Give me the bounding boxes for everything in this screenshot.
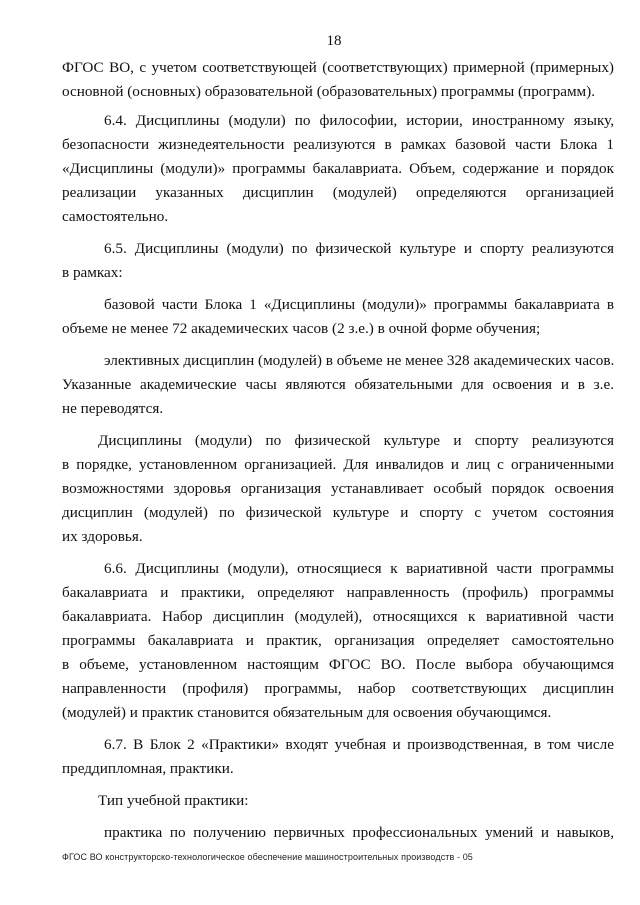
text-line: бакалавриата. Набор дисциплин (модулей), относящихся к вариативной части bbox=[62, 608, 614, 625]
paragraph-base-part bbox=[62, 293, 614, 341]
text-line: в порядке, установленном организацией. Для инвалидов и лиц с ограниченными bbox=[62, 456, 614, 473]
paragraph-intro bbox=[62, 56, 614, 104]
paragraph-disabled bbox=[62, 429, 614, 549]
text-line: в рамках: bbox=[62, 264, 123, 281]
text-line: Дисциплины (модули) по физической культуре и спорту реализуются bbox=[98, 432, 614, 449]
text-line: практика по получению первичных профессиональных умений и навыков, bbox=[104, 824, 614, 841]
text-line: преддипломная, практики. bbox=[62, 760, 234, 777]
text-line: «Дисциплины (модули)» программы бакалавриата. Объем, содержание и порядок bbox=[62, 160, 614, 177]
paragraph-6-6 bbox=[62, 557, 614, 725]
text-line: их здоровья. bbox=[62, 528, 143, 545]
text-line: направленности (профиля) программы, набор соответствующих дисциплин bbox=[62, 680, 614, 697]
text-line: (модулей) и практик становится обязательным для освоения обучающимся. bbox=[62, 704, 552, 721]
page-footer: ФГОС ВО конструкторско-технологическое обеспечение машиностроительных производств - 05 bbox=[62, 852, 473, 862]
document-body bbox=[62, 56, 614, 845]
paragraph-6-4 bbox=[62, 109, 614, 229]
text-line: безопасности жизнедеятельности реализуются в рамках базовой части Блока 1 bbox=[62, 136, 614, 153]
text-line: Указанные академические часы являются обязательными для освоения и в з.е. bbox=[62, 376, 614, 393]
text-line: возможностями здоровья организация устанавливает особый порядок освоения bbox=[62, 480, 614, 497]
text-line: программы бакалавриата и практик, организация определяет самостоятельно bbox=[62, 632, 614, 649]
text-line: базовой части Блока 1 «Дисциплины (модули)» программы бакалавриата в bbox=[104, 296, 614, 313]
text-line: бакалавриата и практики, определяют направленность (профиль) программы bbox=[62, 584, 614, 601]
paragraph-practice-type bbox=[62, 789, 614, 813]
text-line: Тип учебной практики: bbox=[98, 792, 249, 809]
text-line: не переводятся. bbox=[62, 400, 164, 417]
text-line: элективных дисциплин (модулей) в объеме не менее 328 академических часов. bbox=[104, 352, 615, 369]
text-line: 6.5. Дисциплины (модули) по физической культуре и спорту реализуются bbox=[104, 240, 614, 257]
page-number: 18 bbox=[326, 33, 342, 49]
text-line: 6.4. Дисциплины (модули) по философии, истории, иностранному языку, bbox=[104, 112, 614, 129]
text-line: 6.7. В Блок 2 «Практики» входят учебная и производственная, в том числе bbox=[104, 736, 614, 753]
paragraph-6-5 bbox=[62, 237, 614, 285]
text-line: дисциплин (модулей) по физической культуре и спорту с учетом состояния bbox=[62, 504, 614, 521]
text-line: реализации указанных дисциплин (модулей) определяются организацией bbox=[62, 184, 614, 201]
text-line: основной (основных) образовательной (образовательных) программы (программ). bbox=[62, 83, 596, 100]
text-line: в объеме, установленном настоящим ФГОС ВО. После выбора обучающимся bbox=[62, 656, 614, 673]
paragraph-practice bbox=[62, 821, 614, 845]
text-line: 6.6. Дисциплины (модули), относящиеся к вариативной части программы bbox=[104, 560, 614, 577]
text-line: ФГОС ВО, с учетом соответствующей (соответствующих) примерной (примерных) bbox=[62, 59, 614, 76]
paragraph-6-7 bbox=[62, 733, 614, 781]
text-line: объеме не менее 72 академических часов (2 з.е.) в очной форме обучения; bbox=[62, 320, 541, 337]
text-line: самостоятельно. bbox=[62, 208, 169, 225]
paragraph-elective bbox=[62, 349, 614, 421]
